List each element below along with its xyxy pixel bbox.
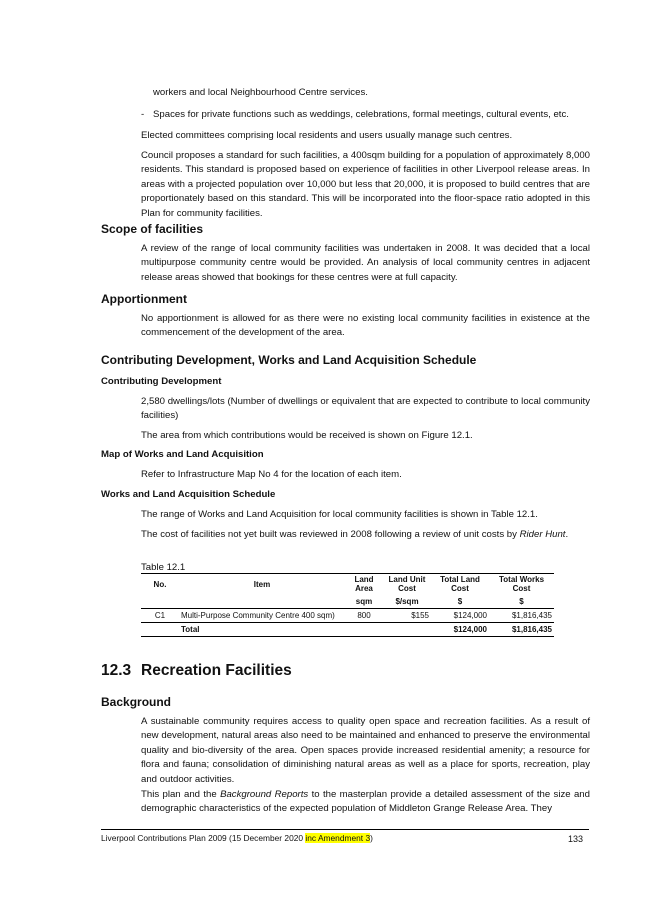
map-subheading: Map of Works and Land Acquisition	[101, 449, 264, 460]
footer-divider	[101, 829, 589, 830]
background-paragraph-2	[141, 788, 590, 817]
paragraph-2-text: This plan and the	[141, 789, 221, 800]
cost-review-paragraph	[141, 528, 590, 542]
total-land-cost: $124,000	[431, 623, 489, 637]
area-paragraph: The area from which contributions would be received is shown on Figure 12.1.	[141, 430, 473, 441]
unit-total-works-cost: $	[489, 594, 554, 609]
map-reference-paragraph: Refer to Infrastructure Map No 4 for the location of each item.	[141, 469, 402, 480]
header-land-area: Land Area	[345, 574, 383, 595]
unit-land-unit-cost: $/sqm	[383, 594, 431, 609]
bullet-text: Spaces for private functions such as weddings, celebrations, formal meetings, cultural events, etc.	[153, 109, 569, 120]
header-no: No.	[141, 574, 179, 595]
header-total-land-cost: Total Land Cost	[431, 574, 489, 595]
continued-line: workers and local Neighbourhood Centre services.	[153, 87, 368, 98]
table-header-row	[141, 574, 554, 595]
table-units-row	[141, 594, 554, 609]
section-title: Recreation Facilities	[141, 662, 292, 679]
contributing-development-subheading: Contributing Development	[101, 376, 222, 387]
cost-review-end: .	[565, 529, 569, 540]
page-number: 133	[568, 834, 584, 844]
header-item: Item	[179, 574, 345, 595]
cost-table	[141, 573, 554, 637]
cell-no: C1	[154, 611, 166, 620]
cost-review-source: Rider Hunt	[519, 529, 566, 540]
range-paragraph: The range of Works and Land Acquisition for local community facilities is shown in Table 12.1.	[141, 509, 538, 520]
dwellings-paragraph: 2,580 dwellings/lots (Number of dwellings or equivalent that are expected to contribute to local community facilities)	[141, 396, 590, 422]
unit-total-land-cost: $	[431, 594, 489, 609]
table-row	[141, 609, 554, 623]
background-heading: Background	[101, 695, 172, 709]
section-number: 12.3	[101, 662, 132, 679]
header-land-unit-cost: Land Unit Cost	[383, 574, 431, 595]
bullet-item	[141, 108, 590, 122]
unit-land-area: sqm	[345, 594, 383, 609]
committees-paragraph: Elected committees comprising local residents and users usually manage such centres.	[141, 130, 513, 141]
footer-close: )	[370, 833, 373, 843]
header-total-works-cost: Total Works Cost	[489, 574, 554, 595]
background-paragraph-1: A sustainable community requires access to quality open space and recreation facilities. As a result of new development, natural areas also need to be maintained and enhanced to preserve the environmental quality and bio-diversity of the area. Open spaces provide increased residential amenity; a resource for flora and fauna; consolidation of diminishing natural areas as well as a place for sports, recreation, play and outdoor activities.	[141, 716, 590, 785]
apportionment-paragraph: No apportionment is allowed for as there were no existing local community facilities in existence at the commencement of the development of the area.	[141, 313, 590, 339]
paragraph-2-text-end: to the masterplan provide a detailed assessment of the size and demographic characteristics of the expected population of Middleton Grange Release Area. They	[141, 789, 590, 815]
total-label: Total	[179, 623, 345, 637]
cell-total-land-cost: $124,000	[453, 611, 487, 620]
schedule-subheading: Works and Land Acquisition Schedule	[101, 489, 276, 500]
apportionment-heading: Apportionment	[101, 292, 187, 306]
contributing-heading: Contributing Development, Works and Land Acquisition Schedule	[101, 353, 477, 367]
footer-title: Liverpool Contributions Plan 2009 (15 December 2020	[101, 833, 306, 843]
cell-total-works-cost: $1,816,435	[511, 611, 552, 620]
recreation-section-heading	[101, 662, 292, 680]
scope-paragraph: A review of the range of local community facilities was undertaken in 2008. It was decided that a local multipurpose community centre would be provided. An analysis of local community centres in adjacent release areas showed that bookings for these centres were at full capacity.	[141, 243, 590, 283]
cell-item: Multi-Purpose Community Centre 400 sqm)	[181, 611, 335, 620]
table-total-row	[141, 623, 554, 637]
scope-heading: Scope of facilities	[101, 222, 204, 236]
table-label: Table 12.1	[141, 562, 186, 573]
footer-amendment: inc Amendment 3	[305, 833, 371, 843]
total-works-cost: $1,816,435	[489, 623, 554, 637]
footer-text	[101, 833, 373, 843]
bullet-dash: -	[141, 109, 145, 120]
standard-paragraph: Council proposes a standard for such facilities, a 400sqm building for a population of approximately 8,000 residents. This standard is proposed based on experience of facilities in other Liverpool release areas. In areas with a projected population over 10,000 but less that 20,000, it is proposed to build centres that are proportionately based on this standard. This will be incorporated into the floor-space ratio adopted in this Plan for community facilities.	[141, 150, 590, 219]
cell-land-unit-cost: $155	[411, 611, 429, 620]
cost-review-text: The cost of facilities not yet built was reviewed in 2008 following a review of unit costs by	[141, 529, 520, 540]
background-reports-reference: Background Reports	[220, 789, 309, 800]
cell-land-area: 800	[357, 611, 371, 620]
